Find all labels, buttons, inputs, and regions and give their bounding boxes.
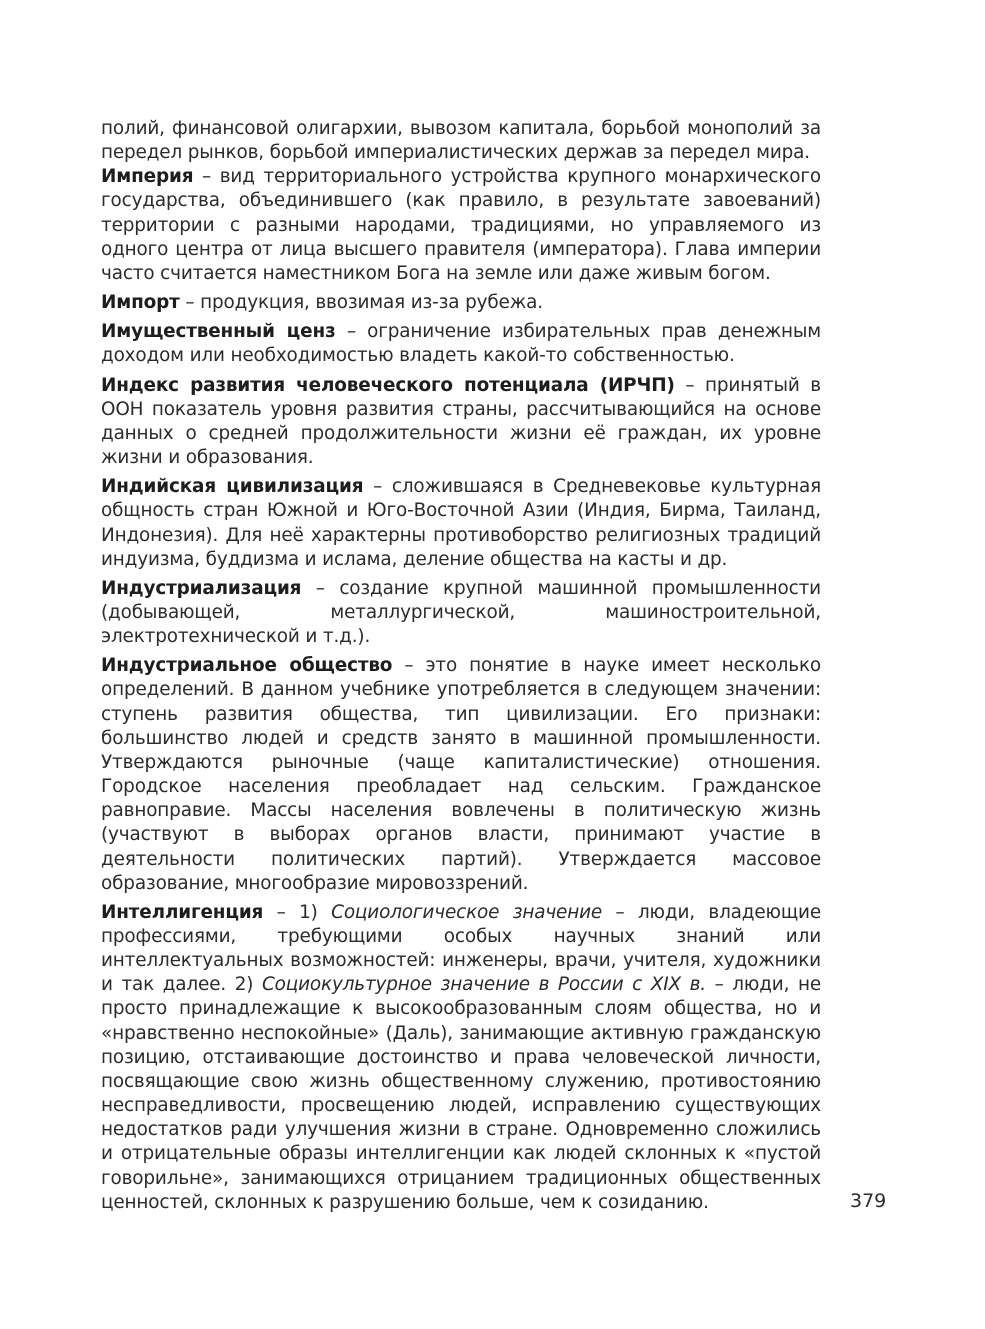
page-number: 379 (850, 1190, 887, 1212)
entry-definition: – люди, не просто принадлежащие к высокообразованным слоям общества, но и «нравственно неспокойные» (Даль), занимающие активную гражданскую позицию, отстаивающие достоинство и права человеческой личности, посвящающие свою жизнь общественному служению, противостоянию несправедливости, просвещению людей, исправлению существующих недостатков ради улучшения жизни в стране. Одновременно сложились и отрицательные образы интеллигенции как людей склонных к «пустой говорильне», занимающихся отрицанием традиционных общественных ценностей, склонных к разрушению больше, чем к созиданию. (101, 974, 821, 1213)
entry-definition: – это понятие в науке имеет несколько определений. В данном учебнике употребляется в следующем значении: ступень развития общества, тип цивилизации. Его признаки: большинство людей и средств занято в машинной промышленности. Утверждаются рыночные (чаще капиталистические) отношения. Городское населения преобладает над сельским. Гражданское равноправие. Массы населения вовлечены в политическую жизнь (участвуют в выборах органов власти, принимают участие в деятельности политических партий). Утверждается массовое образование, многообразие мировоззрений. (101, 655, 821, 894)
entry-term: Индустриализация (101, 577, 302, 599)
entry-term: Империя (101, 166, 194, 188)
entry-term: Интеллигенция (101, 901, 264, 923)
entry-intro-text: полий, финансовой олигархии, вывозом капитала, борьбой монополий за передел рынков, борьбой империалистических держав за передел мира. (101, 118, 821, 164)
entry-continuation (101, 117, 821, 165)
entry-definition-num: 2) (234, 974, 262, 996)
entry-term: Импорт (101, 292, 180, 314)
entry-imushchestvenny-tsenz (101, 320, 821, 368)
entry-indiyskaya-tsivilizatsiya (101, 475, 821, 572)
entry-industrialnoe-obshchestvo (101, 654, 821, 896)
entry-term: Имущественный ценз (101, 321, 336, 343)
entry-imperiya (101, 165, 821, 286)
entry-intelligentsiya (101, 901, 821, 1215)
entry-definition-num: – 1) (263, 901, 332, 923)
entry-definition: – принятый в ООН показатель уровня развития страны, рассчитывающийся на основе данных о средней продолжительности жизни её граждан, их уровне жизни и образования. (101, 374, 821, 469)
entry-definition: – вид территориального устройства крупного монархического государства, объединившего (как правило, в результате завоеваний) территории с разными народами, традициями, но управляемого из одного центра от лица высшего правителя (императора). Глава империи часто считается наместником Бога на земле или даже живым богом. (101, 166, 821, 284)
entry-term: Индийская цивилизация (101, 476, 364, 498)
entry-definition: – ограничение избирательных прав денежным доходом или необходимостью владеть какой-то собственностью. (101, 321, 821, 367)
entry-definition: – люди, владеющие профессиями, требующими особых научных знаний или интеллектуальных возможностей: инженеры, врачи, учителя, художники и так далее. (101, 901, 821, 996)
entry-definition: – сложившаяся в Средневековье культурная общность стран Южной и Юго-Восточной Азии (Индия, Бирма, Таиланд, Индонезия). Для неё характерны противоборство религиозных традиций индуизма, буддизма и ислама, деление общества на касты и др. (101, 476, 821, 570)
entry-import (101, 291, 821, 315)
entry-definition-label: Социокультурное значение в России с XIX в. (261, 974, 706, 996)
entry-definition: – создание крупной машинной промышленности (добывающей, металлургической, машиностроительной, электротехнической и т.д.). (101, 577, 821, 648)
entry-definition: – продукция, ввозимая из-за рубежа. (179, 292, 543, 314)
entry-term: Индустриальное общество (101, 655, 393, 677)
entry-definition-label: Социологическое значение (331, 901, 603, 923)
entry-term: Индекс развития человеческого потенциала (ИРЧП) (101, 374, 675, 396)
glossary-text (101, 117, 821, 1220)
entry-irchp (101, 374, 821, 471)
entry-industrializatsiya (101, 577, 821, 649)
